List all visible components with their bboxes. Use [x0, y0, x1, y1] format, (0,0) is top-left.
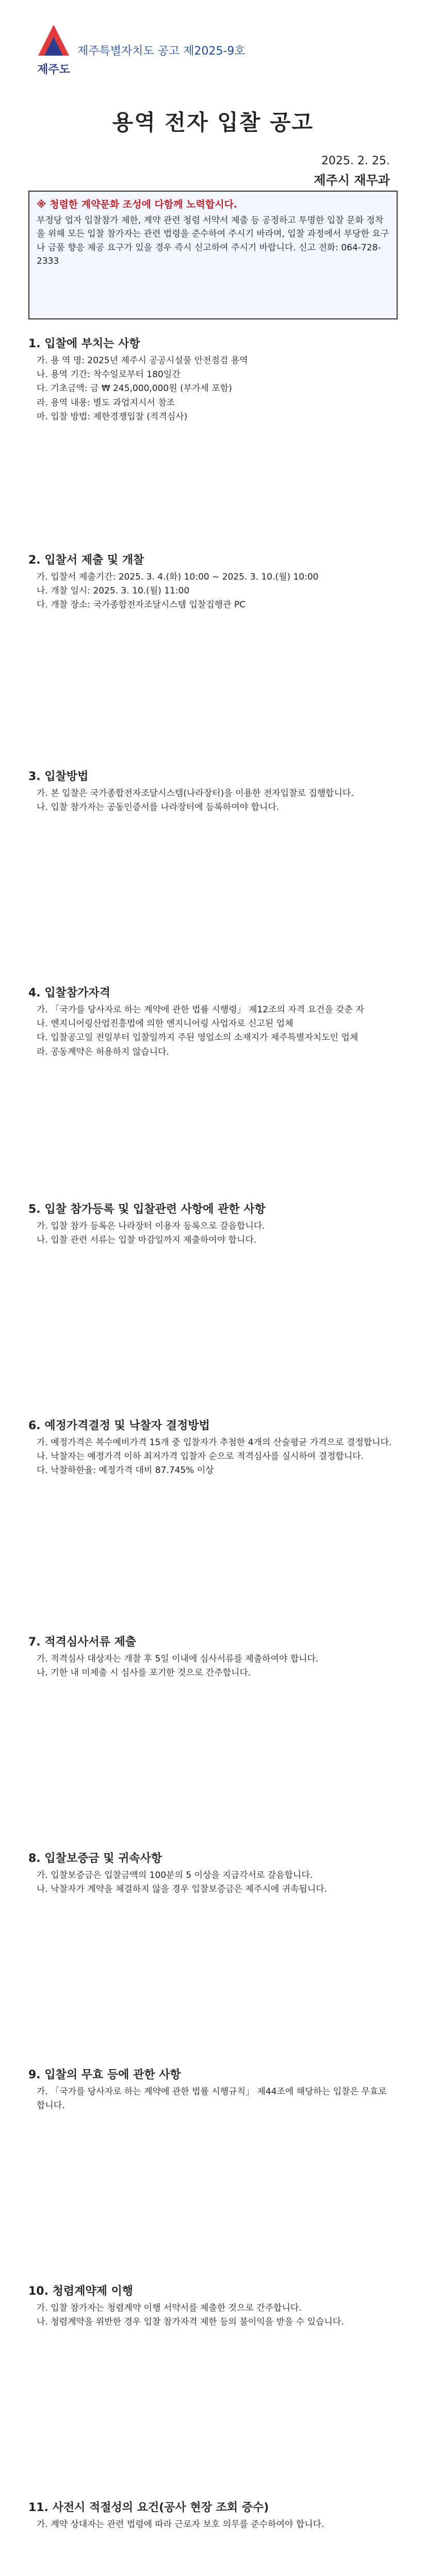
notice-date: 2025. 2. 25. [321, 155, 390, 167]
section-line: 나. 낙찰자는 예정가격 이하 최저가격 입찰자 순으로 적격심사를 실시하여 결정합니다. [37, 1451, 364, 1462]
section-title: 6. 예정가격결정 및 낙찰자 결정방법 [28, 1419, 210, 1432]
section-line: 나. 용역 기간: 착수일로부터 180일간 [37, 369, 181, 380]
issuing-org: 제주시 재무과 [314, 173, 390, 188]
section-title: 10. 청렴계약제 이행 [28, 2285, 134, 2298]
section-line: 나. 엔지니어링산업진흥법에 의한 엔지니어링 사업자로 신고된 업체 [37, 1019, 293, 1029]
section-line: 가. 「국가를 당사자로 하는 계약에 관한 법률 시행규칙」 제44조에 해당하는 입찰은 무효로 합니다. [37, 2087, 387, 2111]
intro-body: 부정당 업자 입찰참가 제한, 계약 관련 청렴 서약서 제출 등 공정하고 투명한 입찰 문화 정착을 위해 모든 입찰 참가자는 관련 법령을 준수하여 주시기 바라며, 입찰 과정에서 부당한 요구나 금품 향응 제공 요구가 있을 경우 즉시 신고하여 주시기 바랍니다. 신고 전화: 064-728-2333 [37, 215, 389, 267]
section-line: 나. 입찰 참가자는 공동인증서를 나라장터에 등록하여야 합니다. [37, 802, 280, 813]
logo-label: 제주도 [37, 63, 70, 76]
notice-number: 제주특별자치도 공고 제2025-9호 [77, 45, 245, 58]
section [28, 551, 398, 613]
intro-heading: ※ 청렴한 계약문화 조성에 다함께 노력합시다. [37, 199, 238, 210]
section [28, 984, 398, 1059]
section-line: 가. 입찰서 제출기간: 2025. 3. 4.(화) 10:00 ~ 2025. 3. 10.(월) 10:00 [37, 572, 319, 582]
section [28, 1200, 398, 1247]
section-line: 마. 입찰 방법: 제한경쟁입찰 (적격심사) [37, 411, 188, 422]
section-line: 가. 입찰 참가자는 청렴계약 이행 서약서를 제출한 것으로 간주합니다. [37, 2303, 302, 2313]
section-line: 나. 낙찰자가 계약을 체결하지 않을 경우 입찰보증금은 제주시에 귀속됩니다. [37, 1884, 327, 1895]
section-title: 5. 입찰 참가등록 및 입찰관련 사항에 관한 사항 [28, 1203, 266, 1216]
section-title: 2. 입찰서 제출 및 개찰 [28, 554, 144, 567]
section-line: 가. 입찰보증금은 입찰금액의 100분의 5 이상을 지급각서로 갈음합니다. [37, 1870, 313, 1880]
section [28, 335, 398, 424]
section-line: 가. 용 역 명: 2025년 제주시 공공시설물 안전점검 용역 [37, 355, 248, 366]
section-title: 8. 입찰보증금 및 귀속사항 [28, 1852, 162, 1865]
section-line: 가. 적격심사 대상자는 개찰 후 5일 이내에 심사서류를 제출하여야 합니다. [37, 1654, 319, 1664]
section-title: 4. 입찰참가자격 [28, 987, 110, 999]
section-line: 다. 개찰 장소: 국가종합전자조달시스템 입찰집행관 PC [37, 600, 246, 611]
section [28, 1850, 398, 1896]
section-line: 다. 낙찰하한율: 예정가격 대비 87.745% 이상 [37, 1465, 214, 1476]
section [28, 2499, 398, 2532]
section-line: 가. 입찰 참가 등록은 나라장터 이용자 등록으로 갈음합니다. [37, 1221, 265, 1231]
intro-box [28, 191, 398, 319]
section-title: 9. 입찰의 무효 등에 관한 사항 [28, 2069, 181, 2081]
section-line: 가. 예정가격은 복수예비가격 15개 중 입찰자가 추첨한 4개의 산술평균 가격으로 결정합니다. [37, 1437, 392, 1448]
section-line: 다. 기초금액: 금 ₩ 245,000,000원 (부가세 포함) [37, 383, 232, 394]
section [28, 1417, 398, 1478]
section [28, 2066, 398, 2113]
page-title: 용역 전자 입찰 공고 [112, 110, 314, 135]
section-title: 3. 입찰방법 [28, 770, 89, 783]
section-line: 라. 공동계약은 허용하지 않습니다. [37, 1046, 169, 1057]
section-title: 7. 적격심사서류 제출 [28, 1636, 136, 1649]
section-title: 1. 입찰에 부치는 사항 [28, 337, 140, 350]
section-line: 나. 청렴계약을 위반한 경우 입찰 참가자격 제한 등의 불이익을 받을 수 있습니다. [37, 2317, 344, 2328]
section [28, 768, 398, 815]
section-line: 가. 본 입찰은 국가종합전자조달시스템(나라장터)을 이용한 전자입찰로 집행합니다. [37, 788, 354, 799]
header [0, 0, 426, 98]
section-line: 다. 입찰공고일 전일부터 입찰일까지 주된 영업소의 소재지가 제주특별자치도인 업체 [37, 1032, 358, 1043]
section-line: 나. 개찰 일시: 2025. 3. 10.(월) 11:00 [37, 586, 190, 597]
section-line: 라. 용역 내용: 별도 과업지시서 참조 [37, 397, 175, 408]
section-line: 나. 입찰 관련 서류는 입찰 마감일까지 제출하여야 합니다. [37, 1235, 257, 1246]
section-title: 11. 사전시 적절성의 요건(공사 현장 조회 증수) [28, 2501, 269, 2514]
section-line: 가. 계약 상대자는 관련 법령에 따라 근로자 보호 의무를 준수하여야 합니다. [37, 2519, 324, 2530]
section-line: 나. 기한 내 미제출 시 심사를 포기한 것으로 간주합니다. [37, 1668, 251, 1679]
section [28, 2282, 398, 2329]
section-line: 가. 「국가를 당사자로 하는 계약에 관한 법률 시행령」 제12조의 자격 요건을 갖춘 자 [37, 1005, 364, 1015]
section [28, 1633, 398, 1680]
